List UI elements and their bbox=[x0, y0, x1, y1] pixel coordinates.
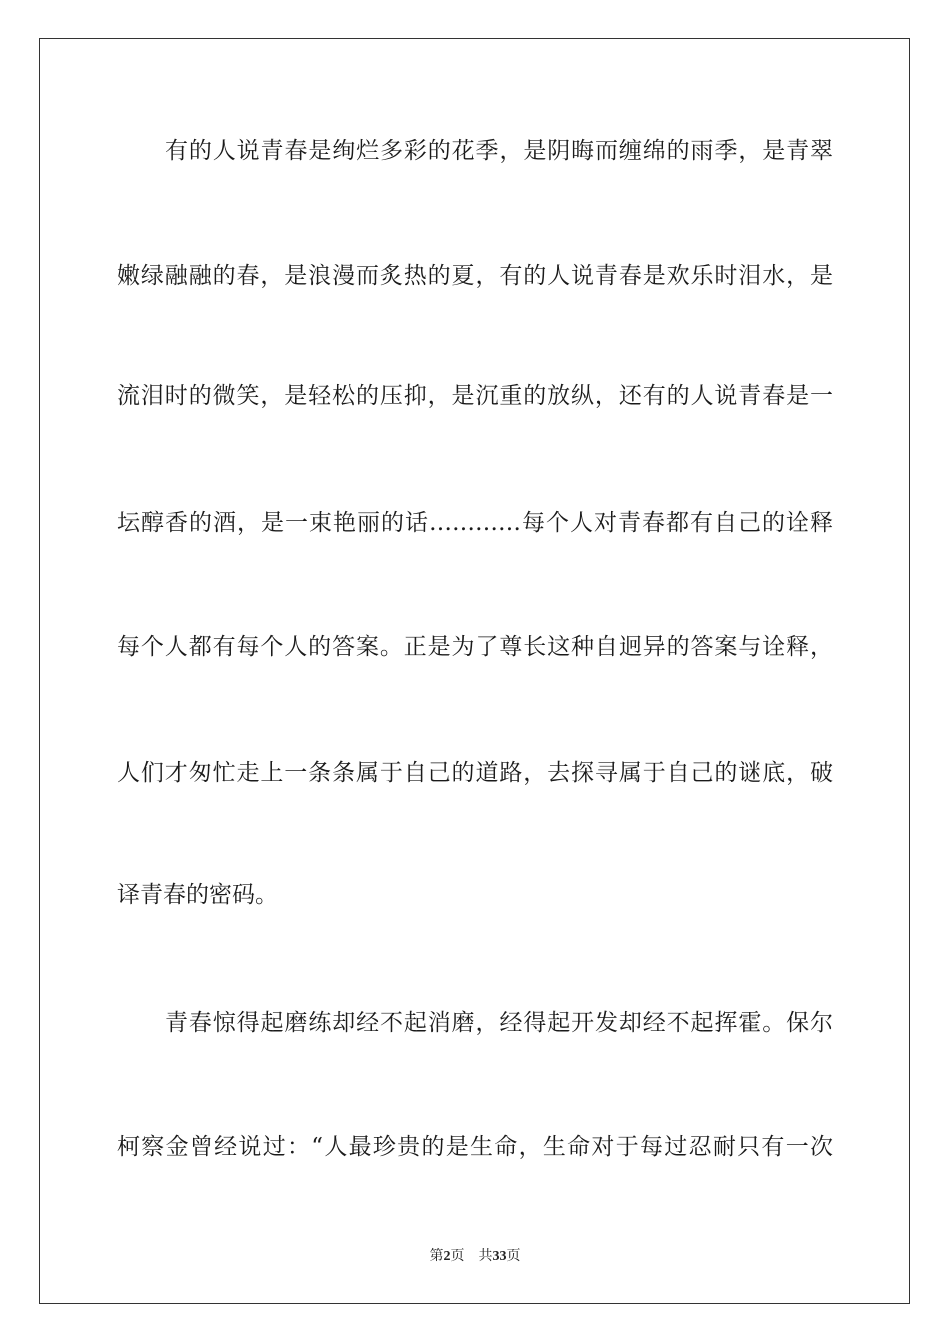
paragraph-1-line-5: 每个人都有每个人的答案。正是为了尊长这种自迥异的答案与诠释， bbox=[117, 634, 833, 660]
page-number: 2 bbox=[443, 1249, 451, 1264]
paragraph-1-line-7: 译青春的密码。 bbox=[117, 882, 278, 908]
paragraph-2-line-2: 柯察金曾经说过：“人最珍贵的是生命，生命对于每过忍耐只有一次 bbox=[117, 1134, 833, 1160]
paragraph-1-line-3: 流泪时的微笑，是轻松的压抑，是沉重的放纵，还有的人说青春是一 bbox=[117, 383, 833, 409]
page-border bbox=[39, 38, 910, 1304]
paragraph-1-line-1: 有的人说青春是绚烂多彩的花季，是阴晦而缠绵的雨季，是青翠 bbox=[165, 138, 833, 164]
paragraph-2-line-1: 青春惊得起磨练却经不起消磨，经得起开发却经不起挥霍。保尔 bbox=[165, 1010, 833, 1036]
page-suffix: 页 bbox=[450, 1248, 465, 1264]
paragraph-1-line-2: 嫩绿融融的春，是浪漫而炙热的夏，有的人说青春是欢乐时泪水，是 bbox=[117, 263, 833, 289]
total-pages: 33 bbox=[492, 1249, 507, 1264]
paragraph-1-line-6: 人们才匆忙走上一条条属于自己的道路，去探寻属于自己的谜底，破 bbox=[117, 760, 833, 786]
page-prefix: 第 bbox=[429, 1248, 444, 1264]
total-suffix: 页 bbox=[506, 1248, 521, 1264]
total-prefix: 共 bbox=[478, 1248, 493, 1264]
paragraph-1-line-4: 坛醇香的酒，是一束艳丽的话…………每个人对青春都有自己的诠释 bbox=[117, 510, 833, 536]
page-footer bbox=[0, 1247, 950, 1266]
